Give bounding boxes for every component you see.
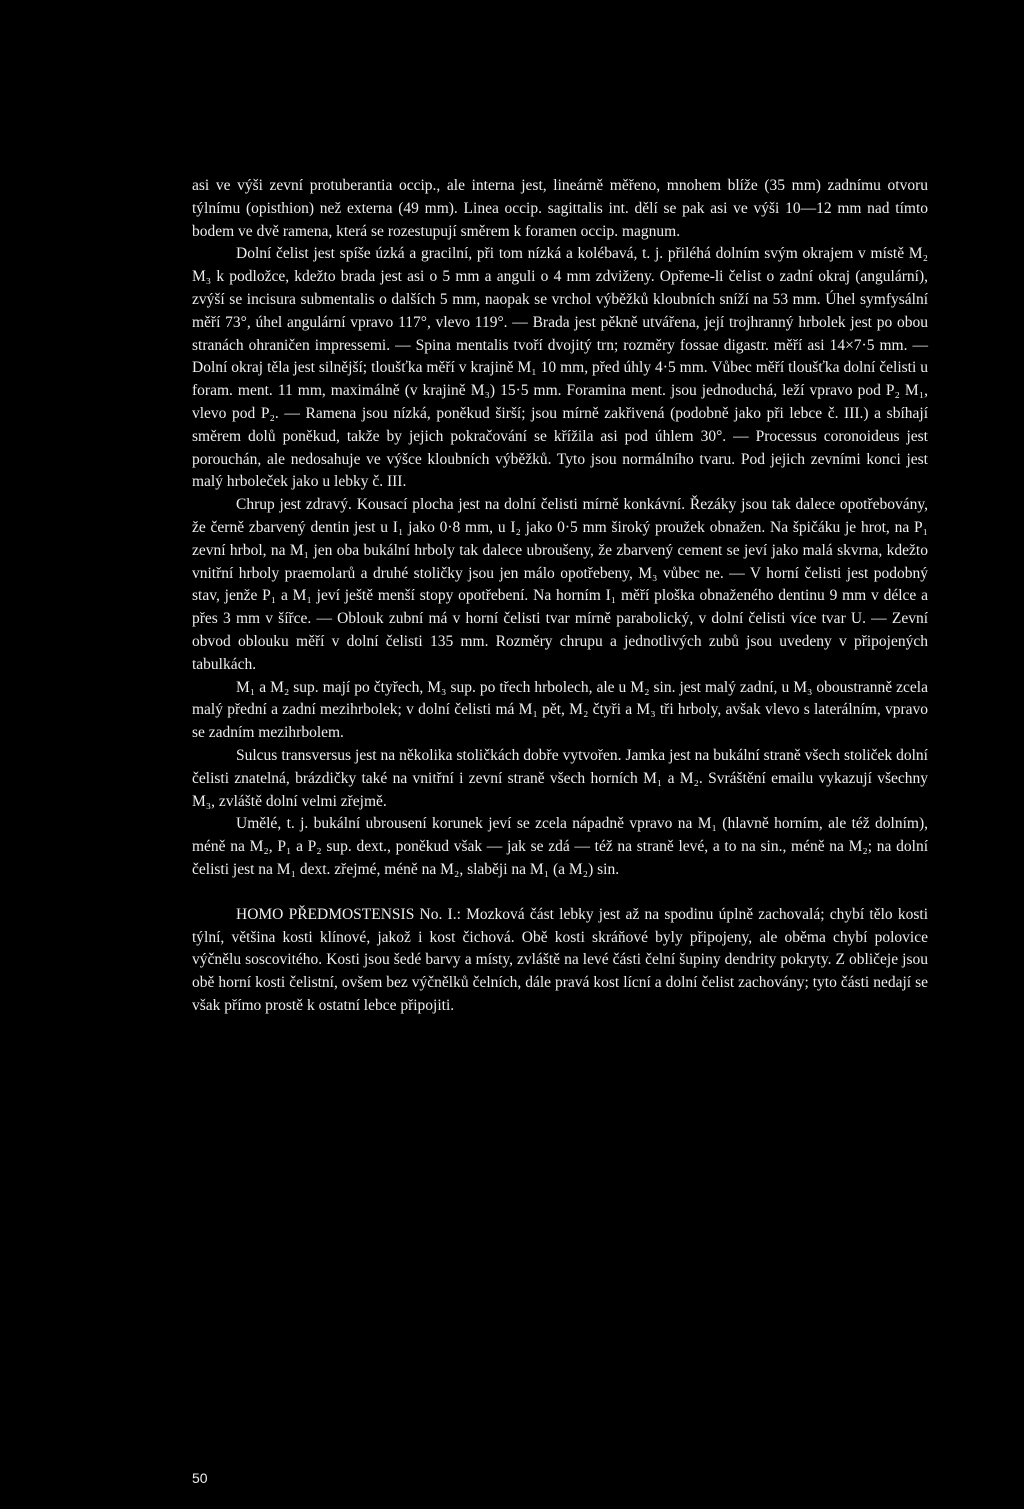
paragraph-homo-predmostensis: HOMO PŘEDMOSTENSIS No. I.: Mozková část lebky jest až na spodinu úplně zachovalá; chybí tělo kosti týlní, většina kosti klínové, jakož i kost čichová. Obě kosti skráňové byly připojeny, ale oběma chybí polovice výčnělu soscovitého. Kosti jsou šedé barvy a místy, zvláště na levé části čelní šupiny dendrity pokryty. Z obličeje jsou obě horní kosti čelistní, ovšem bez výčnělků čelních, dále pravá kost lícní a dolní čelist zachovány; tyto části nedají se však přímo prostě k ostatní lebce připojiti. <box>192 905 928 1014</box>
paragraph-mandible: Dolní čelist jest spíše úzká a gracilní, při tom nízká a kolébavá, t. j. přiléhá dolním svým okrajem v místě M₂ M₃ k podložce, kdežto brada jest asi o 5 mm a anguli o 4 mm zdviženy. Opřeme-li čelist o zadní okraj (angulární), zvýší se incisura submentalis o dalších 5 mm, naopak se vrchol výběžků kloubních sníží na 53 mm. Úhel symfysální měří 73°, úhel angulární vpravo 117°, vlevo 119°. — Brada jest pěkně utvářena, její trojhranný hrbolek jest po obou stranách ohraničen impressemi. — Spina mentalis tvoří dvojitý trn; rozměry fossae digastr. měří asi 14×7·5 mm. — Dolní okraj těla jest silnější; tloušťka měří v krajině M₁ 10 mm, před úhly 4·5 mm. Vůbec měří tloušťka dolní čelisti u foram. ment. 11 mm, maximálně (v krajině M₃) 15·5 mm. Foramina ment. jsou jednoduchá, leží vpravo pod P₂ M₁, vlevo pod P₂. — Ramena jsou nízká, poněkud širší; jsou mírně zakřivená (podobně jako při lebce č. III.) a sbíhají směrem dolů poněkud, takže by jejich pokračování se křížila asi pod úhlem 30°. — Processus coronoideus jest porouchán, ale nedosahuje ve výšce kloubních výběžků. Tyto jsou normálního tvaru. Pod jejich zevními konci jest malý hrboleček jako u lebky č. III. <box>192 245 928 491</box>
page-number: 50 <box>192 1470 208 1486</box>
document-body <box>192 175 928 1018</box>
paragraph-occipital: asi ve výši zevní protuberantia occip., ale interna jest, lineárně měřeno, mnohem blíže (35 mm) zadnímu otvoru týlnímu (opisthion) než externa (49 mm). Linea occip. sagittalis int. dělí se pak asi ve výši 10—12 mm nad tímto bodem ve dvě ramena, která se rozestupují směrem k foramen occip. magnum. <box>192 177 928 240</box>
paragraph-sulcus: Sulcus transversus jest na několika stoličkách dobře vytvořen. Jamka jest na bukální straně všech stoliček dolní čelisti znatelná, brázdičky také na vnitřní i zevní straně všech horních M₁ a M₂. Svráštění emailu vykazují všechny M₃, zvláště dolní velmi zřejmě. <box>192 746 928 810</box>
paragraph-dentition: Chrup jest zdravý. Kousací plocha jest na dolní čelisti mírně konkávní. Řezáky jsou tak dalece opotřebovány, že černě zbarvený dentin jest u I₁ jako 0·8 mm, u I₂ jako 0·5 mm široký proužek obnažen. Na špičáku je hrot, na P₁ zevní hrbol, na M₁ jen oba bukální hrboly tak dalece ubroušeny, že zbarvený cement se jeví jako malá skvrna, kdežto vnitřní hrboly praemolarů a druhé stoličky jsou jen málo opotřebeny, M₃ vůbec ne. — V horní čelisti jest podobný stav, jenže P₁ a M₁ jeví ještě menší stopy opotřebení. Na horním I₁ měří ploška obnaženého dentinu 9 mm v délce a přes 3 mm v šířce. — Oblouk zubní má v horní čelisti tvar mírně parabolický, v dolní čelisti více tvar U. — Zevní obvod oblouku měří v dolní čelisti 135 mm. Rozměry chrupu a jednotlivých zubů jsou uvedeny v připojených tabulkách. <box>192 496 928 673</box>
paragraph-molar-cusps: M₁ a M₂ sup. mají po čtyřech, M₃ sup. po třech hrbolech, ale u M₂ sin. jest malý zadní, u M₃ oboustranně zcela malý přední a zadní mezihrbolek; v dolní čelisti má M₁ pět, M₂ čtyři a M₃ tři hrboly, avšak vlevo s laterálním, vpravo se zadním mezihrbolem. <box>192 678 928 742</box>
paragraph-abrasion: Umělé, t. j. bukální ubrousení korunek jeví se zcela nápadně vpravo na M₁ (hlavně horním, ale též dolním), méně na M₂, P₁ a P₂ sup. dext., poněkud však — jak se zdá — též na straně levé, a to na sin., méně na M₂; na dolní čelisti jest na M₁ dext. zřejmé, méně na M₂, slaběji na M₁ (a M₂) sin. <box>192 815 928 878</box>
